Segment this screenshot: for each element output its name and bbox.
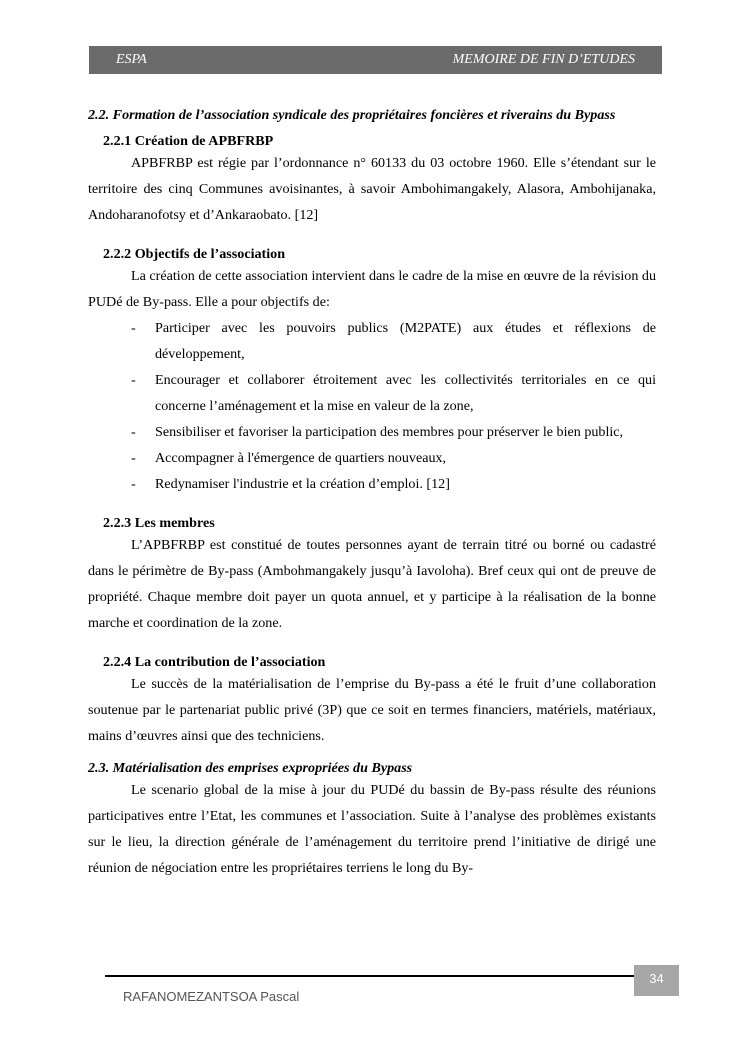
footer-author: RAFANOMEZANTSOA Pascal (123, 989, 300, 1004)
section-2-2-title: 2.2. Formation de l’association syndicale des propriétaires foncières et riverains du Bypass (88, 107, 616, 123)
section-2-3-paragraph: Le scenario global de la mise à jour du PUDé du bassin de By-pass résulte des réunions participatives entre l’Etat, les communes et l’association. Suite à l’analyse des problèmes existants sur le lieu, la direction générale de l’aménagement du territoire prend l’initiative de dirigé une réunion de négociation entre les propriétaires terriens le long du By- (88, 782, 656, 876)
objectives-list (88, 315, 656, 497)
section-2-2-1-title: 2.2.1 Création de APBFRBP (103, 133, 274, 149)
section-2-2-3-paragraph: L’APBFRBP est constitué de toutes personnes ayant de terrain titré ou borné ou cadastré dans le périmètre de By-pass (Ambohmangakely jusqu’à Iavoloha). Bref ceux qui ont de preuve de propriété. Chaque membre doit payer un quota annuel, et y participe à la réalisation de la bonne marche et coordination de la zone. (88, 537, 656, 631)
bullet-dash: - (131, 372, 136, 388)
bullet-dash: - (131, 450, 136, 466)
section-2-2-1-paragraph: APBFRBP est régie par l’ordonnance n° 60133 du 03 octobre 1960. Elle s’étendant sur le territoire des cinq Communes avoisinantes, à savoir Ambohimangakely, Alasora, Ambohijanaka, Andoharanofotsy et d’Ankaraobato. [12] (88, 155, 656, 223)
header-right-text: MEMOIRE DE FIN D’ETUDES (452, 52, 635, 67)
page-header (89, 46, 662, 74)
section-2-2-4-paragraph: Le succès de la matérialisation de l’emprise du By-pass a été le fruit d’une collaboration soutenue par le partenariat public privé (3P) que ce soit en termes financiers, matériels, matériaux, mains d’œuvres ainsi que des techniciens. (88, 676, 656, 744)
section-2-3-title: 2.3. Matérialisation des emprises expropriées du Bypass (88, 760, 413, 776)
section-2-2-3-title: 2.2.3 Les membres (103, 515, 215, 531)
bullet-dash: - (131, 320, 136, 336)
list-item: - Sensibiliser et favoriser la participation des membres pour préserver le bien public, (88, 419, 656, 445)
list-item: - Participer avec les pouvoirs publics (M2PATE) aux études et réflexions de développement, (88, 315, 656, 367)
bullet-dash: - (131, 424, 136, 440)
section-2-2-2-paragraph: La création de cette association intervient dans le cadre de la mise en œuvre de la révision du PUDé de By-pass. Elle a pour objectifs de: (88, 268, 656, 310)
list-item: - Redynamiser l'industrie et la création d’emploi. [12] (88, 471, 656, 497)
list-item: - Encourager et collaborer étroitement avec les collectivités territoriales en ce qui concerne l’aménagement et la mise en valeur de la zone, (88, 367, 656, 419)
page-number: 34 (634, 965, 679, 996)
footer-divider (105, 975, 634, 977)
section-2-2-4-title: 2.2.4 La contribution de l’association (103, 654, 326, 670)
header-left-text: ESPA (116, 52, 147, 67)
section-2-2-2-title: 2.2.2 Objectifs de l’association (103, 246, 286, 262)
list-item: - Accompagner à l'émergence de quartiers nouveaux, (88, 445, 656, 471)
bullet-dash: - (131, 476, 136, 492)
page-content (88, 106, 656, 881)
